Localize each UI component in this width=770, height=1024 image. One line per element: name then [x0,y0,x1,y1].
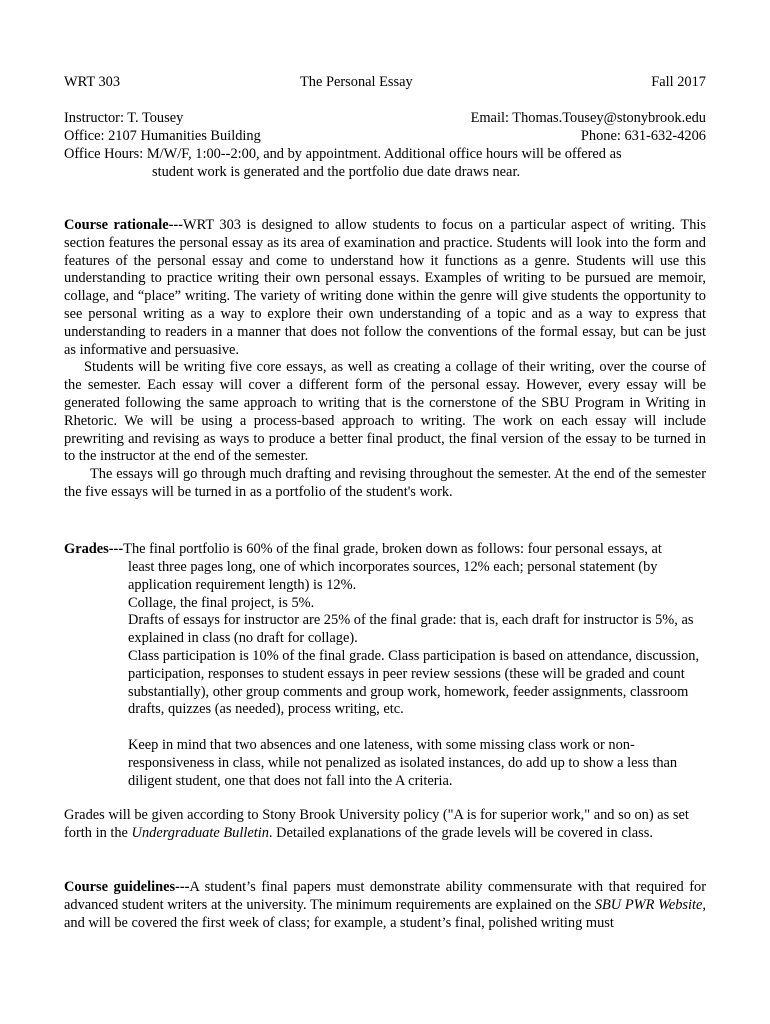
office: Office: 2107 Humanities Building [64,128,261,144]
rationale-paragraph-2: Students will be writing five core essays, as well as creating a collage of their writing, over the course of the semester. Each essay will cover a different form of the personal essay. However, every essay will be generated following the same approach to writing that is the cornerstone of the SBU Program in Writing in Rhetoric. We will be using a process-based approach to writing. The work on each essay will include prewriting and revising as ways to produce a better final product, the final version of the essay to be turned in to the instructor at the end of the semester. [64,359,706,465]
grades-item-collage: Collage, the final project, is 5%. [128,594,315,611]
guidelines-paragraph [64,879,706,932]
rationale-paragraph-1 [64,217,706,359]
phone: Phone: 631-632-4206 [580,128,706,144]
rationale-heading: Course rationale--- [64,217,184,233]
instructor: Instructor: T. Tousey [64,110,184,126]
grades-item-drafts: Drafts of essays for instructor are 25% of the final grade: that is, each draft for instructor is 5%, as explained in class (no draft for collage). [128,612,694,647]
grades-note: Keep in mind that two absences and one lateness, with some missing class work or non-responsiveness in class, while not penalized as isolated instances, do add up to show a less than diligent student, one that does not fall into the A criteria. [128,736,678,789]
grades-item-participation: Class participation is 10% of the final grade. Class participation is based on attendance, discussion, participation, responses to student essays in peer review sessions (these will be graded and count substantially), other group comments and group work, homework, feeder assignments, classroom drafts, quizzes (as needed), process writing, etc. [128,647,700,718]
email: Email: Thomas.Tousey@stonybrook.edu [470,110,706,126]
course-title: The Personal Essay [300,74,413,90]
policy-text-b: . Detailed explanations of the grade levels will be covered in class. [268,824,653,841]
course-rationale-section [64,217,706,502]
guidelines-text-b: and will be covered the first week of class; for example, a student’s final, polished writing must [64,914,614,931]
guidelines-heading: Course guidelines--- [64,879,190,895]
grades-line1: The final portfolio is 60% of the final grade, broken down as follows: four personal essays, at [123,541,662,557]
grades-policy-text [64,807,706,843]
rationale-p1-text: WRT 303 is designed to allow students to focus on a particular aspect of writing. This section features the personal essay as its area of examination and practice. Students will look into the form and features of the personal essay and come to understand how it functions as a genre. Students will use this understanding to practice writing their own personal essays. Examples of writing to be pursued are memoir, collage, and “place” writing. The variety of writing done within the genre will give students the opportunity to see personal writing as a way to explore their own understanding of a topic and as a way to express that understanding to readers in a manner that does not follow the conventions of the formal essay, but can be just as informative and persuasive. [64,217,706,358]
pwr-website: SBU PWR Website, [594,896,706,913]
rationale-paragraph-3: The essays will go through much drafting and revising throughout the semester. At the end of the semester the five essays will be turned in as a portfolio of the student's work. [64,466,706,500]
grades-item-essays: least three pages long, one of which incorporates sources, 12% each; personal statement (by application requirement length) is 12%. [128,559,658,593]
bulletin-title: Undergraduate Bulletin [131,824,269,841]
grades-items [128,559,706,790]
course-code: WRT 303 [64,74,121,90]
office-hours-continued: student work is generated and the portfolio due date draws near. [152,164,521,180]
policy-text-a: Grades will be given according to Stony Brook University policy ("A is for superior work," and so on) as set forth in the [64,807,689,841]
grades-first-line [64,541,706,559]
course-guidelines-section [64,879,706,932]
guidelines-text-a: A student’s final papers must demonstrate ability commensurate with that required for advanced student writers at the university. The minimum requirements are explained on the [64,879,707,913]
grades-heading: Grades--- [64,541,124,557]
office-hours: Office Hours: M/W/F, 1:00--2:00, and by appointment. Additional office hours will be offered as [64,146,622,162]
grades-policy [64,807,706,843]
term: Fall 2017 [651,74,706,90]
